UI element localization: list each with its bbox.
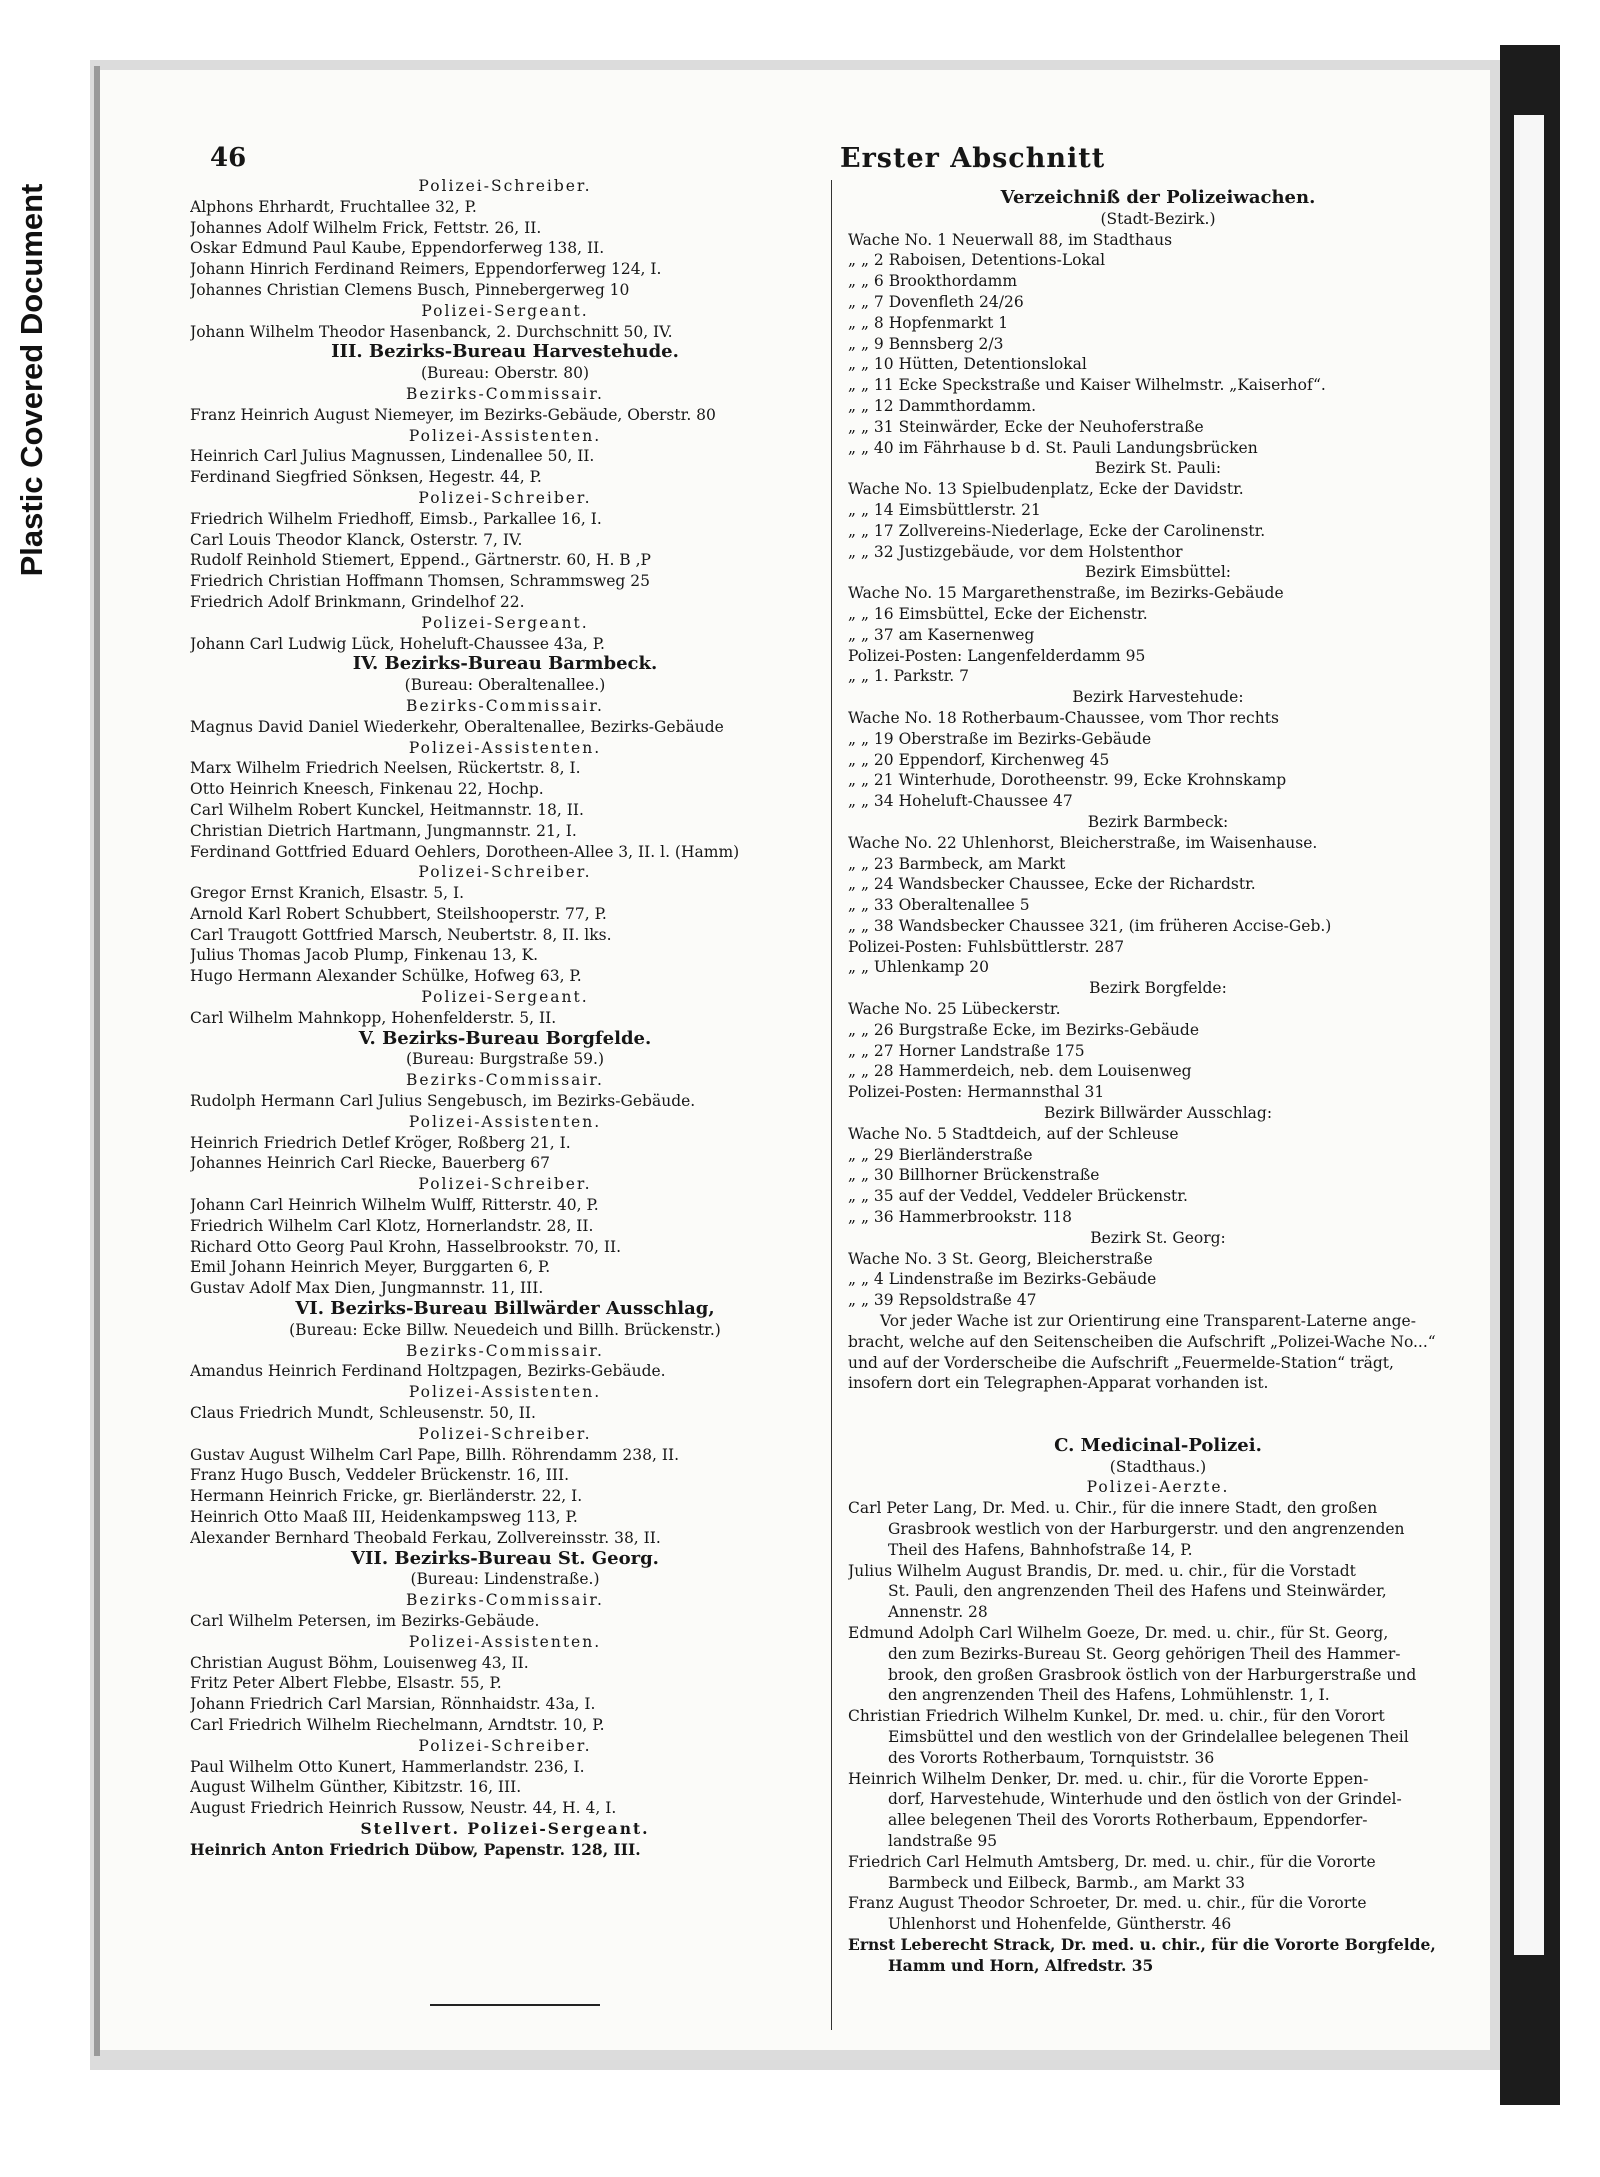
left-column-line: Johannes Christian Clemens Busch, Pinnebergerweg 10 [190,280,630,299]
right-column-line: Wache No. 1 Neuerwall 88, im Stadthaus [848,230,1173,249]
right-column-line: „ „ 10 Hütten, Detentionslokal [848,355,1087,374]
left-column-line: Johann Hinrich Ferdinand Reimers, Eppendorferweg 124, I. [190,260,662,279]
left-column-line: Alphons Ehrhardt, Fruchtallee 32, P. [190,197,477,216]
right-column-line: landstraße 95 [888,1831,998,1850]
right-column-line: Wache No. 13 Spielbudenplatz, Ecke der Davidstr. [848,480,1244,499]
right-column-line: „ „ 9 Bennsberg 2/3 [848,334,1004,353]
left-column-line: Friedrich Adolf Brinkmann, Grindelhof 22. [190,592,525,611]
right-column-line: Bezirk Billwärder Ausschlag: [1043,1104,1273,1123]
right-column-line: den angrenzenden Theil des Hafens, Lohmühlenstr. 1, I. [888,1686,1330,1705]
right-column-line: C. Medicinal-Polizei. [1054,1435,1262,1456]
right-column-line: Edmund Adolph Carl Wilhelm Goeze, Dr. med. u. chir., für St. Georg, [848,1623,1389,1642]
right-column-line: „ „ 31 Steinwärder, Ecke der Neuhoferstraße [848,417,1204,436]
right-column-line: Barmbeck und Eilbeck, Barmb., am Markt 33 [888,1873,1245,1892]
left-column-line: Polizei-Assistenten. [408,426,602,445]
left-column-line: (Bureau: Burgstraße 59.) [405,1050,605,1069]
right-column-line: „ „ 24 Wandsbecker Chaussee, Ecke der Richardstr. [848,875,1256,894]
right-column-line: „ „ 30 Billhorner Brückenstraße [848,1166,1100,1185]
right-column-line: Polizei-Posten: Langenfelderdamm 95 [848,646,1146,665]
left-column-line: Polizei-Assistenten. [408,1383,602,1402]
right-column-line: allee belegenen Theil des Vororts Rotherbaum, Eppendorfer- [888,1811,1368,1830]
left-column-line: IV. Bezirks-Bureau Barmbeck. [352,654,658,675]
right-column-line: „ „ 36 Hammerbrookstr. 118 [848,1208,1073,1227]
left-column-line: Polizei-Schreiber. [418,177,592,195]
left-column-line: Alexander Bernhard Theobald Ferkau, Zollvereinsstr. 38, II. [190,1528,661,1547]
left-column-line: Johann Wilhelm Theodor Hasenbanck, 2. Durchschnitt 50, IV. [190,322,673,341]
right-column-line: Wache No. 3 St. Georg, Bleicherstraße [848,1249,1153,1268]
page-edge [94,66,100,2056]
right-column-line: „ „ 4 Lindenstraße im Bezirks-Gebäude [848,1270,1157,1289]
right-column-line: Grasbrook westlich von der Harburgerstr. und den angrenzenden [888,1520,1405,1538]
right-column-line: Bezirk Eimsbüttel: [1084,563,1232,582]
left-column-line: Julius Thomas Jacob Plump, Finkenau 13, K. [190,946,539,965]
left-column-line: Johannes Heinrich Carl Riecke, Bauerberg 67 [190,1154,550,1173]
right-column [848,188,1468,1977]
left-column-line: Franz Heinrich August Niemeyer, im Bezirks-Gebäude, Oberstr. 80 [190,405,716,424]
right-column-line: Uhlenhorst und Hohenfelde, Güntherstr. 46 [888,1915,1232,1934]
left-column-line: Emil Johann Heinrich Meyer, Burggarten 6, P. [190,1258,551,1277]
right-column-line: „ „ 38 Wandsbecker Chaussee 321, (im früheren Accise-Geb.) [848,916,1332,935]
right-column-line: „ „ 32 Justizgebäude, vor dem Holstenthor [848,542,1183,561]
right-column-line: dorf, Harvestehude, Winterhude und den östlich von der Grindel- [888,1790,1402,1809]
right-column-line: Friedrich Carl Helmuth Amtsberg, Dr. med. u. chir., für die Vororte [848,1852,1376,1871]
right-column-line: „ „ 11 Ecke Speckstraße und Kaiser Wilhelmstr. „Kaiserhof“. [848,376,1326,395]
left-column-line: V. Bezirks-Bureau Borgfelde. [358,1028,652,1049]
right-column-line: „ „ 19 Oberstraße im Bezirks-Gebäude [848,729,1152,748]
left-column-line: (Bureau: Oberstr. 80) [420,364,590,383]
right-column-line: Bezirk St. Pauli: [1094,459,1222,478]
left-column [190,176,820,1861]
left-column-line: Carl Wilhelm Mahnkopp, Hohenfelderstr. 5, II. [190,1008,557,1027]
left-column-line: Amandus Heinrich Ferdinand Holtzpagen, Bezirks-Gebäude. [190,1362,666,1381]
right-column-line: Theil des Hafens, Bahnhofstraße 14, P. [888,1540,1193,1559]
right-column-line: Annenstr. 28 [888,1603,988,1622]
right-column-line: „ „ 34 Hoheluft-Chaussee 47 [848,792,1073,811]
left-column-line: VII. Bezirks-Bureau St. Georg. [351,1548,659,1569]
right-column-line: Hamm und Horn, Alfredstr. 35 [888,1955,1154,1975]
left-column-line: Carl Traugott Gottfried Marsch, Neubertstr. 8, II. lks. [190,925,612,944]
left-column-line: Bezirks-Commissair. [406,1591,604,1610]
left-column-line: Bezirks-Commissair. [406,1341,604,1360]
left-column-line: Richard Otto Georg Paul Krohn, Hasselbrookstr. 70, II. [190,1237,622,1256]
left-column-line: Heinrich Anton Friedrich Dübow, Papenstr. 128, III. [190,1839,641,1859]
left-column-line: Polizei-Schreiber. [418,863,592,882]
left-column-line: Polizei-Assistenten. [408,738,602,757]
right-column-line: „ „ 1. Parkstr. 7 [848,667,970,686]
right-column-line: Polizei-Aerzte. [1086,1478,1230,1497]
left-column-line: VI. Bezirks-Bureau Billwärder Ausschlag, [295,1299,715,1320]
right-column-line: Julius Wilhelm August Brandis, Dr. med. u. chir., für die Vorstadt [848,1561,1356,1580]
right-column-line: Wache No. 22 Uhlenhorst, Bleicherstraße, im Waisenhause. [848,833,1318,852]
left-column-line: Arnold Karl Robert Schubbert, Steilshooperstr. 77, P. [190,904,607,923]
right-column-line: „ „ 7 Dovenfleth 24/26 [848,292,1024,311]
right-column-line: „ „ 35 auf der Veddel, Veddeler Brückenstr. [848,1187,1188,1206]
left-column-line: August Wilhelm Günther, Kibitzstr. 16, III. [190,1778,522,1797]
right-column-line: „ „ 8 Hopfenmarkt 1 [848,313,1009,332]
right-column-line: Ernst Leberecht Strack, Dr. med. u. chir., für die Vororte Borgfelde, [848,1934,1436,1954]
left-column-line: Carl Louis Theodor Klanck, Osterstr. 7, IV. [190,530,523,549]
right-column-line: Wache No. 5 Stadtdeich, auf der Schleuse [848,1124,1179,1143]
right-column-line: (Stadt-Bezirk.) [1100,209,1216,228]
left-column-line: Polizei-Sergeant. [421,988,589,1007]
right-column-line: Bezirk Barmbeck: [1087,812,1229,831]
left-column-line: Carl Wilhelm Robert Kunckel, Heitmannstr. 18, II. [190,800,584,819]
left-column-line: Polizei-Assistenten. [408,1112,602,1131]
left-column-line: Rudolph Hermann Carl Julius Sengebusch, im Bezirks-Gebäude. [190,1092,696,1111]
right-column-line [848,1415,1468,1436]
left-column-line: Franz Hugo Busch, Veddeler Brückenstr. 16, III. [190,1466,570,1485]
right-column-line: den zum Bezirks-Bureau St. Georg gehörigen Theil des Hammer- [888,1644,1401,1663]
right-column-line: Bezirk St. Georg: [1090,1228,1226,1247]
left-column-line: Johann Carl Heinrich Wilhelm Wulff, Ritterstr. 40, P. [190,1196,599,1215]
right-column-line: Bezirk Harvestehude: [1072,688,1244,707]
right-column-line: Wache No. 18 Rotherbaum-Chaussee, vom Thor rechts [848,708,1279,727]
left-column-line: Polizei-Schreiber. [418,488,592,507]
right-column-line: „ „ 16 Eimsbüttel, Ecke der Eichenstr. [848,604,1148,623]
left-column-line: Stellvert. Polizei-Sergeant. [360,1818,650,1838]
right-column-line: insofern dort ein Telegraphen-Apparat vorhanden ist. [848,1374,1269,1393]
left-column-line: Friedrich Christian Hoffmann Thomsen, Schrammsweg 25 [190,572,650,591]
left-column-line: Friedrich Wilhelm Carl Klotz, Hornerlandstr. 28, II. [190,1216,594,1235]
left-column-line: Friedrich Wilhelm Friedhoff, Eimsb., Parkallee 16, I. [190,509,602,528]
left-column-line: Johann Carl Ludwig Lück, Hoheluft-Chaussee 43a, P. [190,634,605,653]
right-column-line: Vor jeder Wache ist zur Orientirung eine Transparent-Laterne ange- [880,1312,1416,1331]
right-column-line: Carl Peter Lang, Dr. Med. u. Chir., für die innere Stadt, den großen [848,1499,1378,1518]
left-column-line: Fritz Peter Albert Flebbe, Elsastr. 55, P. [190,1674,502,1693]
document-type-label [2,110,62,650]
left-column-line: Gustav August Wilhelm Carl Pape, Billh. Röhrendamm 238, II. [190,1445,680,1464]
left-column-line: Otto Heinrich Kneesch, Finkenau 22, Hochp. [190,780,544,799]
right-column-line: „ „ 20 Eppendorf, Kirchenweg 45 [848,750,1110,769]
spine-highlight [1514,115,1544,1955]
left-column-line: Bezirks-Commissair. [406,1071,604,1090]
right-column-line: „ „ 23 Barmbeck, am Markt [848,854,1066,873]
left-column-line: Oskar Edmund Paul Kaube, Eppendorferweg 138, II. [190,239,605,258]
right-column-line: St. Pauli, den angrenzenden Theil des Hafens und Steinwärder, [888,1582,1387,1601]
left-column-line: Johannes Adolf Wilhelm Frick, Fettstr. 26, II. [190,218,542,237]
left-column-line: August Friedrich Heinrich Russow, Neustr. 44, H. 4, I. [190,1799,617,1818]
left-column-line: Carl Wilhelm Petersen, im Bezirks-Gebäude. [190,1611,540,1630]
left-column-line: Magnus David Daniel Wiederkehr, Oberaltenallee, Bezirks-Gebäude [190,717,724,736]
right-column-line: „ „ 6 Brookthordamm [848,272,1018,291]
right-column-line: „ „ 39 Repsoldstraße 47 [848,1291,1037,1310]
left-column-line: Polizei-Schreiber. [418,1736,592,1755]
left-column-line: Ferdinand Gottfried Eduard Oehlers, Dorotheen-Allee 3, II. l. (Hamm) [190,842,740,861]
right-column-line: des Vororts Rotherbaum, Tornquiststr. 36 [888,1748,1215,1767]
right-column-line: „ „ 14 Eimsbüttlerstr. 21 [848,500,1041,519]
left-column-line: Bezirks-Commissair. [406,696,604,715]
right-column-line: „ „ 37 am Kasernenweg [848,625,1035,644]
right-column-line: Wache No. 25 Lübeckerstr. [848,1000,1061,1019]
left-column-line: (Bureau: Ecke Billw. Neuedeich und Billh. Brückenstr.) [289,1320,721,1339]
left-column-line: (Bureau: Lindenstraße.) [410,1570,600,1589]
left-column-line: Hermann Heinrich Fricke, gr. Bierländerstr. 22, I. [190,1487,583,1506]
document-type-label-text: Plastic Covered Document [14,183,49,577]
right-column-line: Heinrich Wilhelm Denker, Dr. med. u. chir., für die Vororte Eppen- [848,1769,1369,1788]
left-column-line: Claus Friedrich Mundt, Schleusenstr. 50, II. [190,1404,536,1423]
right-column-line: „ „ 28 Hammerdeich, neb. dem Louisenweg [848,1062,1192,1081]
left-column-line: (Bureau: Oberaltenallee.) [404,676,606,695]
left-column-line: Christian August Böhm, Louisenweg 43, II. [190,1653,529,1672]
right-column-line: „ „ Uhlenkamp 20 [848,958,989,977]
right-column-line: „ „ 17 Zollvereins-Niederlage, Ecke der Carolinenstr. [848,521,1266,540]
left-column-line: Gustav Adolf Max Dien, Jungmannstr. 11, III. [190,1279,544,1298]
right-column-line: und auf der Vorderscheibe die Aufschrift „Feuermelde-Station“ trägt, [848,1353,1394,1372]
right-column-line: „ „ 27 Horner Landstraße 175 [848,1041,1085,1060]
left-column-line: Bezirks-Commissair. [406,384,604,403]
left-column-line: Polizei-Schreiber. [418,1424,592,1443]
right-column-line: (Stadthaus.) [1109,1457,1207,1476]
section-end-rule [430,2004,600,2006]
left-column-line: Carl Friedrich Wilhelm Riechelmann, Arndtstr. 10, P. [190,1715,605,1734]
left-column-line: Rudolf Reinhold Stiemert, Eppend., Gärtnerstr. 60, H. B ,P [190,551,651,570]
left-column-line: Polizei-Schreiber. [418,1175,592,1194]
right-column-line: brook, den großen Grasbrook östlich von der Harburgerstraße und [888,1665,1417,1684]
left-column-line: Heinrich Otto Maaß III, Heidenkampsweg 113, P. [190,1508,578,1526]
right-column-line: Wache No. 15 Margarethenstraße, im Bezirks-Gebäude [848,584,1284,603]
right-column-line: Polizei-Posten: Fuhlsbüttlerstr. 287 [848,937,1125,956]
left-column-line: III. Bezirks-Bureau Harvestehude. [331,342,679,363]
right-column-line [848,1394,1468,1415]
right-column-line: „ „ 29 Bierländerstraße [848,1145,1033,1164]
left-column-line: Ferdinand Siegfried Sönksen, Hegestr. 44, P. [190,468,542,487]
right-column-line: Christian Friedrich Wilhelm Kunkel, Dr. med. u. chir., für den Vorort [848,1707,1385,1726]
right-column-line: bracht, welche auf den Seitenscheiben die Aufschrift „Polizei-Wache No...“ [848,1332,1436,1351]
right-column-line: Bezirk Borgfelde: [1089,979,1227,998]
right-column-line: „ „ 40 im Fährhause b d. St. Pauli Landungsbrücken [848,438,1258,457]
left-column-line: Polizei-Sergeant. [421,613,589,632]
right-column-line: Verzeichniß der Polizeiwachen. [1000,188,1316,208]
right-column-line: „ „ 33 Oberaltenallee 5 [848,896,1030,915]
left-column-line: Paul Wilhelm Otto Kunert, Hammerlandstr. 236, I. [190,1757,585,1776]
chapter-title: Erster Abschnitt [840,143,1106,174]
left-column-line: Polizei-Assistenten. [408,1632,602,1651]
left-column-line: Johann Friedrich Carl Marsian, Rönnhaidstr. 43a, I. [190,1695,596,1714]
right-column-line: „ „ 21 Winterhude, Dorotheenstr. 99, Ecke Krohnskamp [848,771,1287,790]
left-column-line: Gregor Ernst Kranich, Elsastr. 5, I. [190,884,465,903]
right-column-line: Eimsbüttel und den westlich von der Grindelallee belegenen Theil [888,1727,1409,1746]
column-divider [831,180,832,2030]
right-column-line: Polizei-Posten: Hermannsthal 31 [848,1083,1105,1102]
right-column-line: „ „ 2 Raboisen, Detentions-Lokal [848,251,1106,270]
right-column-line: „ „ 26 Burgstraße Ecke, im Bezirks-Gebäude [848,1020,1200,1039]
left-column-line: Heinrich Friedrich Detlef Kröger, Roßberg 21, I. [190,1133,571,1152]
left-column-line: Marx Wilhelm Friedrich Neelsen, Rückertstr. 8, I. [190,759,581,778]
left-column-line: Heinrich Carl Julius Magnussen, Lindenallee 50, II. [190,447,595,466]
right-column-line: „ „ 12 Dammthordamm. [848,396,1037,415]
right-column-line: Franz August Theodor Schroeter, Dr. med. u. chir., für die Vororte [848,1894,1367,1913]
left-column-line: Hugo Hermann Alexander Schülke, Hofweg 63, P. [190,967,582,986]
left-column-line: Polizei-Sergeant. [421,301,589,320]
page-number: 46 [210,143,247,173]
left-column-line: Christian Dietrich Hartmann, Jungmannstr. 21, I. [190,821,577,840]
